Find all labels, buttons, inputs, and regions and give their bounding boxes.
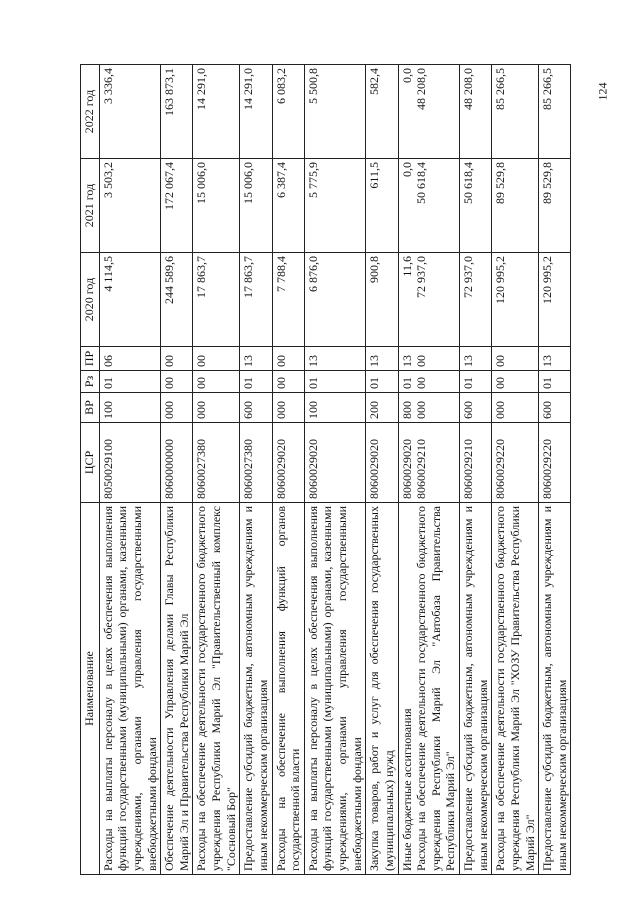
header-pr: ПР (81, 347, 100, 371)
vr-cell (398, 393, 460, 423)
rz-cell: 01 (460, 371, 492, 393)
budget-table-rotated (80, 65, 596, 875)
rz-cell: 00 (272, 371, 304, 393)
amount-2022-cell (398, 65, 460, 159)
table-row (193, 65, 240, 875)
rz-cell: 01 (539, 371, 571, 393)
amount-2021-cell: 6 387,4 (272, 159, 304, 253)
budget-table (80, 64, 571, 875)
amount-2022-cell: 85 266,5 (492, 65, 539, 159)
amount-2022-cell: 3 336,4 (99, 65, 161, 159)
pr-cell: 06 (99, 347, 161, 371)
table-body (99, 65, 571, 875)
pr-line: 13 (399, 355, 414, 367)
table-row (240, 65, 272, 875)
row-name-line: Расходы на обеспечение деятельности государственного бюджетного учреждения Республики Марий Эл "Автобаза Правительства Республики Марий Эл" (414, 506, 458, 871)
amount-2021-cell: 89 529,8 (492, 159, 539, 253)
amount-2020-line: 11,6 (399, 256, 414, 277)
pr-line: 00 (414, 355, 429, 367)
csr-line: 8060029020 (399, 439, 414, 499)
amount-2022-cell: 14 291,0 (193, 65, 240, 159)
csr-cell: 8060000000 (161, 423, 193, 503)
amount-2022-line: 0,0 (399, 68, 414, 83)
amount-2022-cell: 6 083,2 (272, 65, 304, 159)
amount-2020-cell: 4 114,5 (99, 253, 161, 347)
row-name-cell: Обеспечение деятельности Управления делами Главы Республики Марий Эл и Правительства Республики Марий Эл (161, 503, 193, 875)
table-row (460, 65, 492, 875)
amount-2022-cell: 48 208,0 (460, 65, 492, 159)
header-2021: 2021 год (81, 159, 100, 253)
rz-line: 00 (414, 377, 429, 389)
vr-line: 000 (414, 401, 429, 419)
pr-cell: 13 (366, 347, 398, 371)
table-row (99, 65, 161, 875)
row-name-cell: Расходы на обеспечение деятельности государственного бюджетного учреждения Республики Марий Эл "Правительственный комплекс "Сосновый Бор" (193, 503, 240, 875)
rz-line: 01 (399, 377, 414, 389)
csr-cell: 8060029220 (539, 423, 571, 503)
amount-2021-line: 50 618,4 (414, 162, 429, 204)
csr-cell: 8060027380 (240, 423, 272, 503)
vr-line: 800 (399, 401, 414, 419)
amount-2020-cell: 72 937,0 (460, 253, 492, 347)
row-name-cell (398, 503, 460, 875)
amount-2020-cell: 17 863,7 (193, 253, 240, 347)
table-row (272, 65, 304, 875)
pr-cell: 13 (460, 347, 492, 371)
vr-cell: 000 (272, 393, 304, 423)
vr-cell: 100 (99, 393, 161, 423)
table-row (492, 65, 539, 875)
header-vr: ВР (81, 393, 100, 423)
row-name-cell: Предоставление субсидий бюджетным, автономным учреждениям и иным некоммерческим организациям (240, 503, 272, 875)
table-row (161, 65, 193, 875)
amount-2021-cell: 89 529,8 (539, 159, 571, 253)
table-row (304, 65, 366, 875)
amount-2021-cell: 15 006,0 (240, 159, 272, 253)
pr-cell: 13 (539, 347, 571, 371)
rz-cell: 00 (161, 371, 193, 393)
csr-cell: 8050029100 (99, 423, 161, 503)
csr-cell: 8060027380 (193, 423, 240, 503)
pr-cell: 13 (304, 347, 366, 371)
amount-2022-line: 48 208,0 (414, 68, 429, 110)
amount-2020-cell: 7 788,4 (272, 253, 304, 347)
vr-cell: 200 (366, 393, 398, 423)
amount-2021-line: 0,0 (399, 162, 414, 177)
pr-cell: 00 (272, 347, 304, 371)
amount-2020-cell: 244 589,6 (161, 253, 193, 347)
amount-2021-cell: 3 503,2 (99, 159, 161, 253)
header-2020: 2020 год (81, 253, 100, 347)
pr-cell (398, 347, 460, 371)
row-name-cell: Предоставление субсидий бюджетным, автономным учреждениям и иным некоммерческим организациям (460, 503, 492, 875)
amount-2022-cell: 582,4 (366, 65, 398, 159)
amount-2021-cell: 50 618,4 (460, 159, 492, 253)
table-header-row (81, 65, 100, 875)
vr-cell: 100 (304, 393, 366, 423)
row-name-cell: Расходы на обеспечение деятельности государственного бюджетного учреждения Республики Марий Эл "ХОЗУ Правительства Республики Марий Эл" (492, 503, 539, 875)
vr-cell: 600 (240, 393, 272, 423)
header-name: Наименование (81, 503, 100, 875)
csr-cell: 8060029020 (366, 423, 398, 503)
amount-2020-cell (398, 253, 460, 347)
vr-cell: 600 (460, 393, 492, 423)
row-name-cell: Предоставление субсидий бюджетным, автономным учреждениям и иным некоммерческим организациям (539, 503, 571, 875)
rz-cell: 01 (240, 371, 272, 393)
rz-cell: 00 (492, 371, 539, 393)
table-row (539, 65, 571, 875)
amount-2021-cell: 172 067,4 (161, 159, 193, 253)
vr-cell: 600 (539, 393, 571, 423)
amount-2022-cell: 85 266,5 (539, 65, 571, 159)
table-row (398, 65, 460, 875)
csr-line: 8060029210 (414, 439, 429, 499)
amount-2020-line: 72 937,0 (414, 256, 429, 298)
amount-2020-cell: 900,8 (366, 253, 398, 347)
pr-cell: 00 (161, 347, 193, 371)
amount-2020-cell: 120 995,2 (492, 253, 539, 347)
row-name-cell: Расходы на выплаты персоналу в целях обеспечения выполнения функций государственными (муниципальными) органами, казенными учреждениями, органами управления государственными внебюджетными фондами (99, 503, 161, 875)
rz-cell (398, 371, 460, 393)
rz-cell: 01 (304, 371, 366, 393)
vr-cell: 000 (492, 393, 539, 423)
vr-cell: 000 (193, 393, 240, 423)
amount-2021-cell: 611,5 (366, 159, 398, 253)
amount-2020-cell: 6 876,0 (304, 253, 366, 347)
csr-cell: 8060029210 (460, 423, 492, 503)
vr-cell: 000 (161, 393, 193, 423)
header-2022: 2022 год (81, 65, 100, 159)
amount-2021-cell (398, 159, 460, 253)
row-name-cell: Расходы на обеспечение выполнения функций органов государственной власти (272, 503, 304, 875)
amount-2022-cell: 5 500,8 (304, 65, 366, 159)
row-name-line: Иные бюджетные ассигнования (399, 708, 414, 871)
amount-2021-cell: 5 775,9 (304, 159, 366, 253)
amount-2020-cell: 120 995,2 (539, 253, 571, 347)
pr-cell: 00 (193, 347, 240, 371)
rz-cell: 00 (193, 371, 240, 393)
pr-cell: 13 (240, 347, 272, 371)
pr-cell: 00 (492, 347, 539, 371)
header-csr: ЦСР (81, 423, 100, 503)
table-row (366, 65, 398, 875)
amount-2020-cell: 17 863,7 (240, 253, 272, 347)
csr-cell: 8060029020 (272, 423, 304, 503)
amount-2021-cell: 15 006,0 (193, 159, 240, 253)
row-name-cell: Расходы на выплаты персоналу в целях обеспечения выполнения функций государственными (муниципальными) органами, казенными учреждениями, органами управления государственными внебюджетными фондами (304, 503, 366, 875)
csr-cell (398, 423, 460, 503)
amount-2022-cell: 163 873,1 (161, 65, 193, 159)
rz-cell: 01 (99, 371, 161, 393)
amount-2022-cell: 14 291,0 (240, 65, 272, 159)
csr-cell: 8060029020 (304, 423, 366, 503)
page-number: 124 (595, 82, 610, 101)
header-rz: Рз (81, 371, 100, 393)
rz-cell: 01 (366, 371, 398, 393)
csr-cell: 8060029220 (492, 423, 539, 503)
row-name-cell: Закупка товаров, работ и услуг для обеспечения государственных (муниципальных) нужд (366, 503, 398, 875)
